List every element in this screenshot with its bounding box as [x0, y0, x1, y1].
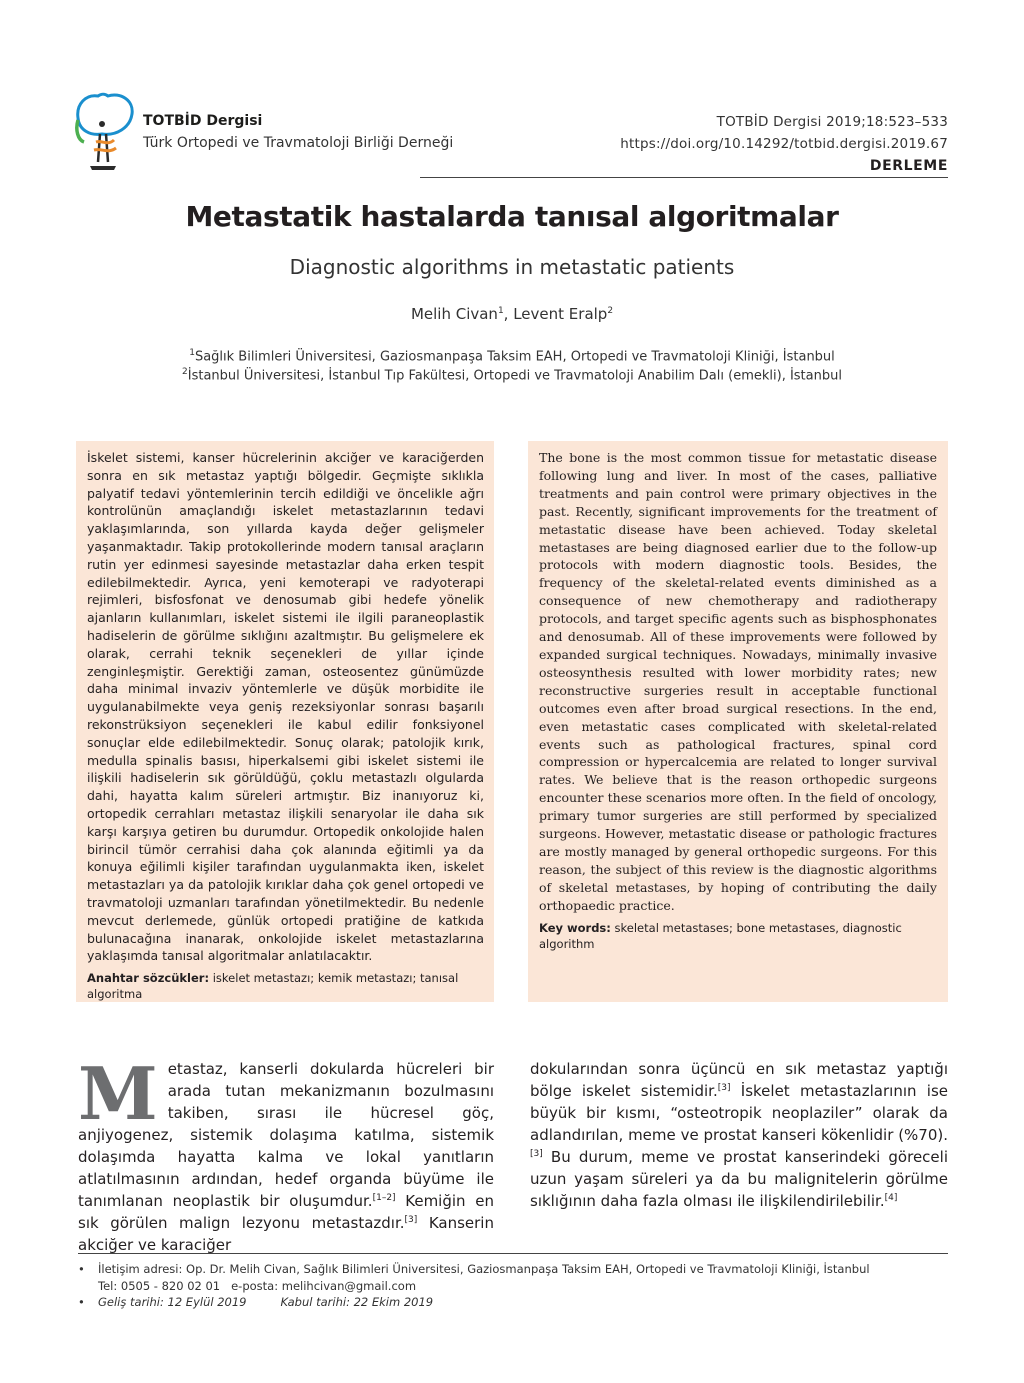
doi-link[interactable]: https://doi.org/10.14292/totbid.dergisi.2019.67: [620, 136, 948, 152]
keywords-label: Anahtar sözcükler:: [87, 971, 210, 986]
footnotes: [78, 1261, 948, 1311]
article-title: Metastatik hastalarda tanısal algoritmalar: [185, 200, 839, 233]
affiliation-2: [0, 367, 1024, 383]
header-divider: [420, 177, 948, 178]
contact-note: [78, 1261, 948, 1278]
author-name: Melih Civan: [410, 305, 498, 323]
body-text: Kanserin akciğer ve karaciğer: [78, 1214, 494, 1254]
bullet: •: [78, 1295, 85, 1309]
body-text: etastaz, kanserli dokularda hücreleri bir arada tutan mekanizmanın bozulmasını takiben, sırası ile hücresel göç, anjiyogenez, sistemik dolaşıma katılma, sistemik dolaşımda hayatta kalma ve lokal yanıtların atlatılmasının ardından, hedef organda büyüme ile tanımlanan neoplastik bir oluşumdur.: [78, 1060, 494, 1210]
keywords-label: Key words:: [539, 920, 611, 935]
affiliation-text: İstanbul Üniversitesi, İstanbul Tıp Fakültesi, Ortopedi ve Travmatoloji Anabilim Dalı (emekli), İstanbul: [187, 368, 842, 384]
author-affiliation-mark: 1: [497, 306, 504, 316]
body-text: İskelet metastazlarının ise büyük bir kısmı, “osteotropik neoplaziler” olarak da adlandırılan, meme ve prostat kanseri kökenlidir (%70).: [530, 1082, 948, 1144]
accepted-date: Kabul tarihi: 22 Ekim 2019: [280, 1295, 434, 1309]
reference-link[interactable]: [4]: [884, 1193, 898, 1203]
contact-address: İletişim adresi: Op. Dr. Melih Civan, Sağlık Bilimleri Üniversitesi, Gaziosmanpaşa Taksim EAH, Ortopedi ve Travmatoloji Kliniği, İstanbul: [98, 1262, 870, 1276]
body-column-right: [530, 1058, 948, 1212]
reference-link[interactable]: [3]: [530, 1149, 543, 1159]
keywords: [539, 920, 937, 952]
affiliation-1: [0, 348, 1024, 364]
journal-name: TOTBİD Dergisi: [143, 113, 263, 129]
author-affiliation-mark: 2: [607, 306, 614, 316]
society-name: Türk Ortopedi ve Travmatoloji Birliği Derneği: [143, 135, 454, 151]
abstract-text: The bone is the most common tissue for metastatic disease following lung and liver. In most of the cases, palliative treatments and pain control were primary objectives in the past. Recently, significant improvements for the treatment of metastatic disease have been achieved. Today skeletal metastases are being diagnosed earlier due to the follow-up protocols with modern diagnostic tools. Besides, the frequency of the skeletal-related events diminished as a consequence of new chemotherapy and radiotherapy protocols, and target specific agents such as bisphosphonates and denosumab. All of these improvements were followed by expanded surgical techniques. Nowadays, minimally invasive osteosynthesis resulted with lower morbidity rates; new reconstructive surgeries result in acceptable functional outcomes even after broad surgical resections. In the end, even metastatic cases complicated with skeletal-related events such as pathological fractures, spinal cord compression or hypercalcemia are related to longer survival rates. We believe that is the reason orthopedic surgeons encounter these scenarios more often. In the field of oncology, primary tumor surgeries are still performed by specialized surgeons. However, metastatic disease or pathologic fractures are mostly managed by general orthopedic surgeons. For this reason, the subject of this review is the diagnostic algorithms of skeletal metastases, by hoping of contributing the daily orthopaedic practice.: [539, 450, 937, 913]
abstract-text: İskelet sistemi, kanser hücrelerinin akciğer ve karaciğerden sonra en sık metastaz yaptığı bölgedir. Geçmişte sıklıkla palyatif tedavi yöntemlerinin tercih edildiği ve öncelikle ağrı kontrolünün amaçlandığı iskelet metastazlarının tedavi yaklaşımlarında, son yıllarda kayda değer gelişmeler yaşanmaktadır. Takip protokollerinde modern tanısal araçların rutin yer edinmesi sayesinde metastazlar daha erken tespit edilebilmektedir. Ayrıca, yeni kemoterapi ve radyoterapi rejimleri, bisfosfonat ve denosumab gibi hedefe yönelik ajanların kullanımları, iskelet sistemi ile ilgili paraneoplastik hadiselerin de görülme sıklığını azaltmıştır. Bu gelişmelere ek olarak, cerrahi teknik seçenekleri de yıllar içinde zenginleşmiştir. Gerektiği zaman, osteosentez günümüzde daha minimal invaziv yöntemlerle ve düşük morbidite ile uygulanabilmekte veya geniş rezeksiyonlar sonrası başarılı rekonstrüksiyon seçenekleri ile kabul edilir fonksiyonel sonuçlar elde edilebilmektedir. Sonuç olarak; patolojik kırık, medulla spinalis basısı, hiperkalsemi gibi iskelet sistemi ile ilişkili hadiselerin sık görüldüğü, çoklu metastazlı olgularda dahi, hayatta kalım süreleri artmıştır. Biz inanıyoruz ki, ortopedik cerrahları metastaz ilişkili senaryolar ile daha sık karşı karşıya getiren bu durumdur. Ortopedik onkolojide halen birincil tümör cerrahisi daha çok alanında eğitimli ya da konuya eğilimli kişiler tarafından uygulanmakta iken, iskelet metastazları ya da patolojik kırıklar daha çok genel ortopedi ve travmatoloji uzmanları tarafından yönetilmektedir. Bu nedenle mevcut derlemede, günlük ortopedi pratiğine de katkıda bulunacağına inanarak, onkolojide iskelet metastazlarına yaklaşımda tanısal algoritmalar anlatılacaktır.: [87, 450, 484, 964]
abstract-english: [528, 441, 948, 1002]
citation: TOTBİD Dergisi 2019;18:523–533: [716, 114, 948, 130]
author-list: [0, 305, 1024, 323]
reference-link[interactable]: [3]: [717, 1083, 731, 1093]
body-text: Bu durum, meme ve prostat kanserindeki göreceli uzun yaşam süreleri ya da bu malignitelerin görülme sıklığının daha fazla olması ile ilişkilendirilebilir.: [530, 1148, 948, 1210]
body-text: Kemiğin en sık görülen malign lezyonu metastazdır.: [78, 1192, 494, 1232]
dates-note: [78, 1294, 948, 1311]
affiliation-mark: 2: [182, 367, 188, 377]
body-column-left: [78, 1051, 494, 1256]
affiliation-text: Sağlık Bilimleri Üniversitesi, Gaziosmanpaşa Taksim EAH, Ortopedi ve Travmatoloji Kliniği, İstanbul: [194, 349, 835, 365]
affiliation-mark: 1: [189, 348, 195, 358]
keywords-text: skeletal metastases; bone metastases, diagnostic algorithm: [539, 920, 902, 951]
reference-link[interactable]: [3]: [404, 1215, 418, 1225]
author-separator: ,: [503, 305, 514, 323]
keywords-text: iskelet metastazı; kemik metastazı; tanısal algoritma: [87, 971, 459, 1002]
contact-details: [78, 1278, 948, 1295]
section-label: DERLEME: [869, 158, 948, 174]
footer-divider: [78, 1253, 948, 1254]
totbid-tree-logo-icon: [74, 90, 138, 176]
bullet: •: [78, 1262, 85, 1276]
received-date: Geliş tarihi: 12 Eylül 2019: [98, 1295, 247, 1309]
phone: Tel: 0505 - 820 02 01: [98, 1278, 221, 1293]
keywords: [87, 970, 484, 1002]
email-link[interactable]: e-posta: melihcivan@gmail.com: [231, 1278, 417, 1293]
body-text: dokularından sonra üçüncü en sık metastaz yaptığı bölge iskelet sistemidir.: [530, 1060, 948, 1100]
abstract-turkish: [76, 441, 494, 1002]
drop-cap: M: [78, 1051, 158, 1136]
reference-link[interactable]: [1–2]: [372, 1193, 396, 1203]
author-name: Levent Eralp: [513, 305, 608, 323]
article-subtitle: Diagnostic algorithms in metastatic patients: [289, 255, 735, 279]
